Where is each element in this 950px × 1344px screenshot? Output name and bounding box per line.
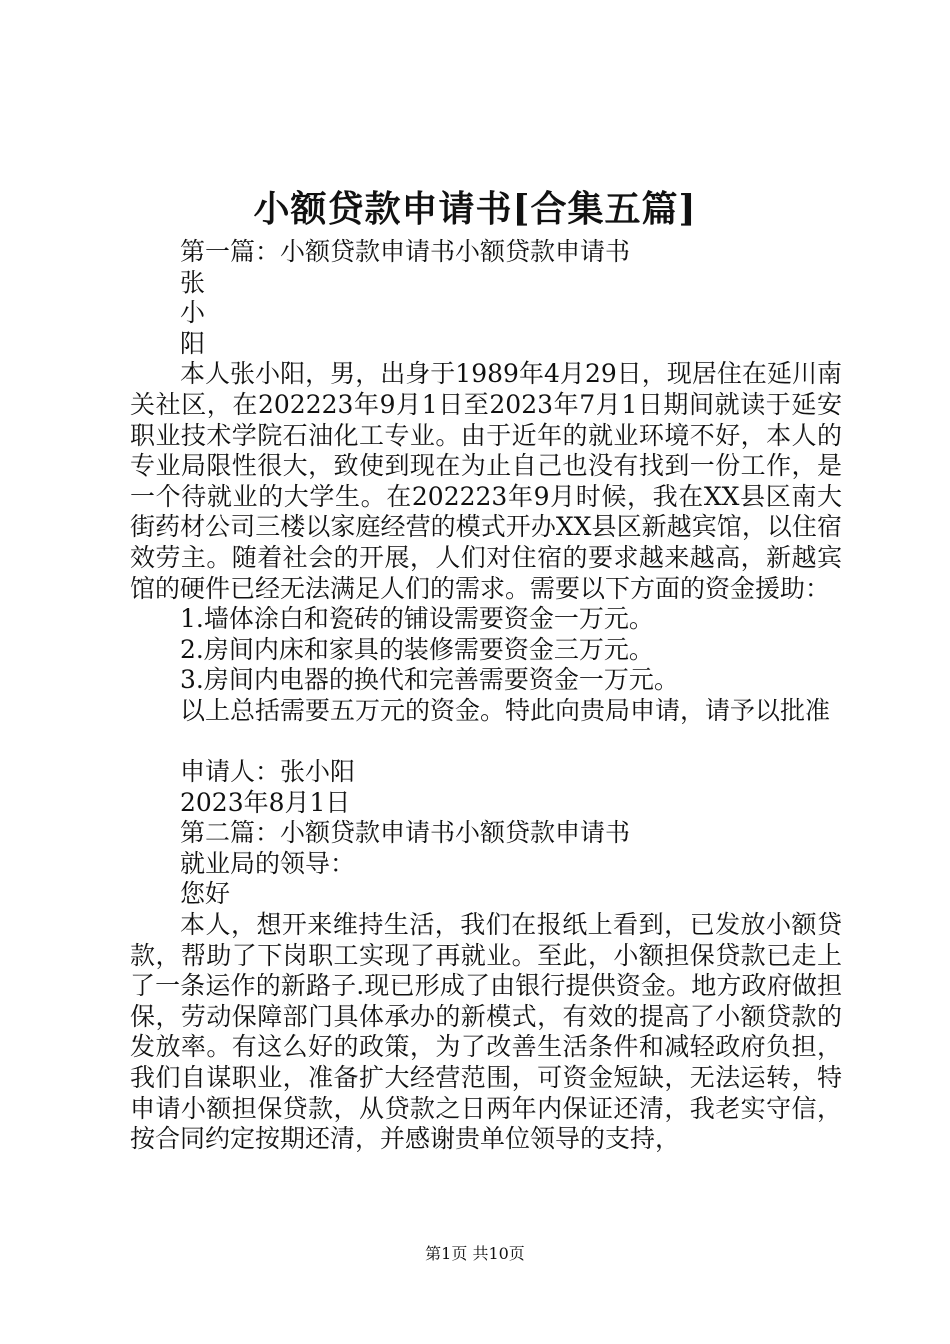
- section2-greeting: 您好: [180, 879, 231, 909]
- document-body: [130, 237, 842, 1155]
- blank-line: [130, 727, 842, 758]
- section1-intro-paragraph: 本人张小阳，男，出身于1989年4月29日，现居住在延川南关社区，在202223年9月1日至2023年7月1日期间就读于延安职业技术学院石油化工专业。由于近年的就业环境不好，本人的专业局限性很大，致使到现在为止自己也没有找到一份工作，是一个待就业的大学生。在202223年9月时候，我在XX县区南大街药材公司三楼以家庭经营的模式开办XX县区新越宾馆，以住宿效劳主。随着社会的开展，人们对住宿的要求越来越高，新越宾馆的硬件已经无法满足人们的需求。需要以下方面的资金援助：: [130, 359, 842, 603]
- list-item: 1.墙体涂白和瓷砖的铺设需要资金一万元。: [180, 604, 654, 634]
- name-char: 张: [180, 267, 206, 297]
- section2-body-paragraph: 本人，想开来维持生活，我们在报纸上看到，已发放小额贷款，帮助了下岗职工实现了再就业。至此，小额担保贷款已走上了一条运作的新路子.现已形成了由银行提供资金。地方政府做担保，劳动保障部门具体承办的新模式，有效的提高了小额贷款的发放率。有这么好的政策，为了改善生活条件和减轻政府负担，我们自谋职业，准备扩大经营范围，可资金短缺，无法运转，特申请小额担保贷款，从贷款之日两年内保证还清，我老实守信，按合同约定按期还清，并感谢贵单位领导的支持，: [130, 910, 842, 1154]
- applicant-signature: 申请人：张小阳: [180, 757, 356, 787]
- list-item: 3.房间内电器的换代和完善需要资金一万元。: [180, 665, 679, 695]
- section2-heading: 第二篇：小额贷款申请书小额贷款申请书: [180, 818, 631, 848]
- list-item: 2.房间内床和家具的装修需要资金三万元。: [180, 634, 654, 664]
- name-char: 阳: [180, 328, 206, 358]
- page-number-footer: 第1页 共10页: [425, 1244, 525, 1263]
- name-char: 小: [180, 298, 206, 328]
- section1-summary: 以上总括需要五万元的资金。特此向贵局申请，请予以批准: [180, 695, 831, 725]
- document-title: 小额贷款申请书[合集五篇]: [253, 188, 697, 230]
- section1-heading: 第一篇：小额贷款申请书小额贷款申请书: [180, 237, 631, 266]
- application-date: 2023年8月1日: [180, 787, 351, 817]
- section2-salutation: 就业局的领导：: [180, 848, 356, 878]
